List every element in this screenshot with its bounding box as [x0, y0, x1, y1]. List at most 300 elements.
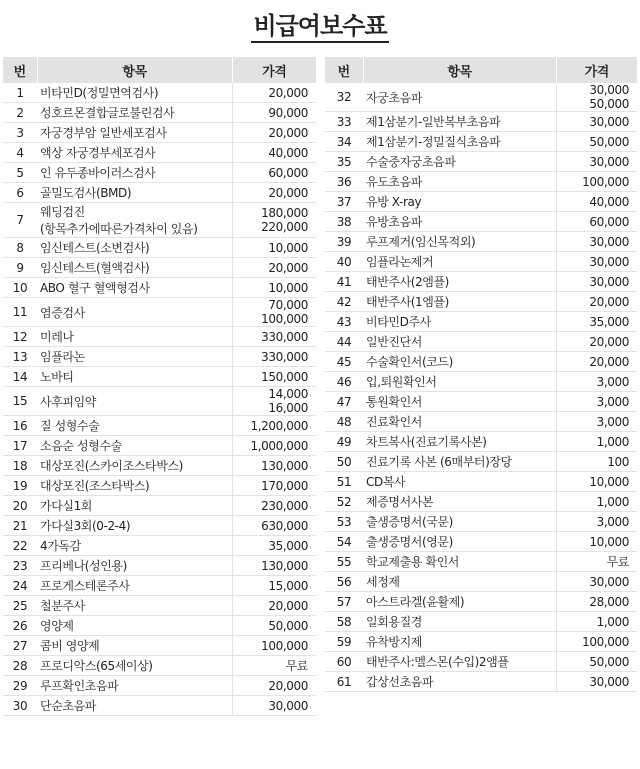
- price-line: 60,000: [589, 214, 629, 229]
- row-number: 19: [3, 476, 37, 496]
- price-cell: [232, 596, 316, 616]
- price-line: 1,000: [596, 434, 629, 449]
- item-cell: [37, 616, 232, 636]
- price-cell: [556, 332, 637, 352]
- table-row: [325, 612, 637, 632]
- item-cell: [363, 512, 556, 532]
- item-cell: [37, 103, 232, 123]
- fee-table-right: [325, 57, 637, 692]
- page-title: 비급여보수표: [251, 12, 388, 43]
- price-line: 10,000: [268, 280, 308, 295]
- table-row: [325, 352, 637, 372]
- row-number: 8: [3, 238, 37, 258]
- price-cell: [232, 556, 316, 576]
- row-number: 14: [3, 367, 37, 387]
- item-line: 비타민D(정밀면역검사): [40, 86, 159, 100]
- table-header-row: [3, 57, 316, 83]
- item-line: 웨딩검진: [40, 205, 85, 219]
- row-number: 47: [325, 392, 363, 412]
- item-cell: [37, 476, 232, 496]
- item-line: 일회용질경: [366, 615, 422, 629]
- item-cell: [363, 652, 556, 672]
- price-cell: [232, 476, 316, 496]
- table-row: [325, 472, 637, 492]
- row-number: 53: [325, 512, 363, 532]
- price-cell: [556, 352, 637, 372]
- item-cell: [363, 672, 556, 692]
- table-row: [3, 516, 316, 536]
- item-cell: [363, 392, 556, 412]
- table-row: [325, 83, 637, 112]
- item-cell: [37, 367, 232, 387]
- row-number: 46: [325, 372, 363, 392]
- price-cell: [232, 676, 316, 696]
- item-cell: [37, 576, 232, 596]
- row-number: 25: [3, 596, 37, 616]
- table-row: [3, 238, 316, 258]
- table-row: [3, 183, 316, 203]
- row-number: 35: [325, 152, 363, 172]
- price-cell: [232, 327, 316, 347]
- price-line: 220,000: [261, 220, 308, 234]
- table-row: [3, 298, 316, 327]
- row-number: 28: [3, 656, 37, 676]
- row-number: 39: [325, 232, 363, 252]
- table-row: [3, 636, 316, 656]
- table-row: [3, 496, 316, 516]
- price-line: 50,000: [268, 618, 308, 633]
- row-number: 9: [3, 258, 37, 278]
- item-line: 출생증명서(영문): [366, 535, 453, 549]
- item-line: 염증검사: [40, 305, 85, 320]
- item-cell: [363, 132, 556, 152]
- price-cell: [232, 238, 316, 258]
- row-number: 60: [325, 652, 363, 672]
- price-line: 20,000: [268, 125, 308, 140]
- price-cell: [232, 436, 316, 456]
- item-cell: [363, 312, 556, 332]
- row-number: 2: [3, 103, 37, 123]
- item-cell: [363, 452, 556, 472]
- price-line: 100,000: [261, 312, 308, 326]
- item-line: 프리베나(성인용): [40, 559, 127, 573]
- item-line: 갑상선초음파: [366, 675, 434, 689]
- price-line: 40,000: [589, 194, 629, 209]
- table-row: [325, 532, 637, 552]
- item-line: ABO 혈구 혈액형검사: [40, 281, 150, 295]
- row-number: 21: [3, 516, 37, 536]
- price-line: 50,000: [589, 134, 629, 149]
- price-line: 35,000: [589, 314, 629, 329]
- price-line: 70,000: [268, 298, 308, 312]
- row-number: 43: [325, 312, 363, 332]
- item-line: 출생증명서(국문): [366, 515, 453, 529]
- price-cell: [232, 496, 316, 516]
- price-line: 3,000: [596, 374, 629, 389]
- price-cell: [556, 452, 637, 472]
- price-line: 130,000: [261, 458, 308, 473]
- row-number: 4: [3, 143, 37, 163]
- table-row: [325, 372, 637, 392]
- item-cell: [363, 412, 556, 432]
- item-line: 유도초음파: [366, 175, 422, 189]
- item-line: 4가독감: [40, 539, 81, 553]
- item-line: 단순초음파: [40, 699, 96, 713]
- item-cell: [363, 632, 556, 652]
- row-number: 44: [325, 332, 363, 352]
- row-number: 32: [325, 83, 363, 112]
- table-row: [3, 367, 316, 387]
- table-row: [325, 212, 637, 232]
- item-cell: [37, 163, 232, 183]
- price-cell: [232, 616, 316, 636]
- table-row: [3, 258, 316, 278]
- price-cell: [556, 372, 637, 392]
- price-cell: [232, 416, 316, 436]
- item-line: 임신테스트(소변검사): [40, 241, 150, 255]
- table-row: [325, 132, 637, 152]
- price-line: 50,000: [589, 654, 629, 669]
- table-row: [325, 252, 637, 272]
- header-item: 항목: [37, 57, 232, 83]
- item-line: 통원확인서: [366, 395, 422, 409]
- item-cell: [37, 496, 232, 516]
- item-line: 비타민D주사: [366, 315, 431, 329]
- price-line: 15,000: [268, 578, 308, 593]
- item-cell: [363, 152, 556, 172]
- price-cell: [556, 192, 637, 212]
- price-line: 무료: [285, 659, 308, 673]
- price-cell: [556, 552, 637, 572]
- item-line: 제1삼분기-일반복부초음파: [366, 115, 501, 129]
- row-number: 33: [325, 112, 363, 132]
- table-row: [3, 556, 316, 576]
- item-cell: [37, 456, 232, 476]
- item-line: 루프제거(임신목적외): [366, 235, 476, 249]
- row-number: 5: [3, 163, 37, 183]
- item-line: 자궁초음파: [366, 90, 422, 105]
- item-line: 유방 X-ray: [366, 195, 422, 209]
- row-number: 11: [3, 298, 37, 327]
- row-number: 40: [325, 252, 363, 272]
- price-line: 20,000: [268, 598, 308, 613]
- item-line: 제증명서사본: [366, 495, 434, 509]
- price-line: 40,000: [268, 145, 308, 160]
- table-row: [325, 312, 637, 332]
- item-line: 세정제: [366, 575, 400, 589]
- item-cell: [37, 203, 232, 238]
- price-cell: [556, 572, 637, 592]
- item-line: 임플라논제거: [366, 255, 434, 269]
- price-line: 20,000: [268, 185, 308, 200]
- price-cell: [556, 112, 637, 132]
- item-cell: [37, 676, 232, 696]
- price-line: 16,000: [268, 401, 308, 415]
- item-cell: [37, 516, 232, 536]
- table-row: [3, 476, 316, 496]
- row-number: 49: [325, 432, 363, 452]
- price-cell: [232, 203, 316, 238]
- item-cell: [37, 416, 232, 436]
- table-row: [325, 232, 637, 252]
- header-item: 항목: [363, 57, 556, 83]
- table-row: [325, 652, 637, 672]
- table-body: [3, 83, 316, 716]
- price-cell: [556, 392, 637, 412]
- row-number: 27: [3, 636, 37, 656]
- table-row: [3, 436, 316, 456]
- price-line: 20,000: [268, 85, 308, 100]
- price-cell: [556, 412, 637, 432]
- price-cell: [232, 576, 316, 596]
- row-number: 59: [325, 632, 363, 652]
- row-number: 23: [3, 556, 37, 576]
- table-row: [3, 387, 316, 416]
- price-line: 30,000: [589, 154, 629, 169]
- item-line: 일반진단서: [366, 335, 422, 349]
- table-body: [325, 83, 637, 692]
- price-cell: [556, 672, 637, 692]
- row-number: 24: [3, 576, 37, 596]
- price-line: 3,000: [596, 394, 629, 409]
- item-line: 수술중자궁초음파: [366, 155, 456, 169]
- price-cell: [232, 656, 316, 676]
- price-line: 10,000: [589, 474, 629, 489]
- price-cell: [232, 183, 316, 203]
- item-cell: [363, 472, 556, 492]
- row-number: 7: [3, 203, 37, 238]
- price-cell: [556, 312, 637, 332]
- item-cell: [363, 592, 556, 612]
- item-line: 유착방지제: [366, 635, 422, 649]
- table-row: [3, 143, 316, 163]
- item-line: 대상포진(스카이조스타박스): [40, 459, 183, 473]
- row-number: 13: [3, 347, 37, 367]
- table-row: [3, 576, 316, 596]
- price-cell: [556, 492, 637, 512]
- price-line: 1,000: [596, 614, 629, 629]
- item-cell: [363, 172, 556, 192]
- row-number: 38: [325, 212, 363, 232]
- item-line: 수술확인서(코드): [366, 355, 453, 369]
- row-number: 29: [3, 676, 37, 696]
- item-line: 입,퇴원확인서: [366, 375, 437, 389]
- price-line: 20,000: [268, 678, 308, 693]
- price-cell: [556, 612, 637, 632]
- price-line: 230,000: [261, 498, 308, 513]
- row-number: 42: [325, 292, 363, 312]
- title-wrap: [0, 12, 640, 43]
- table-row: [3, 123, 316, 143]
- item-cell: [363, 492, 556, 512]
- price-line: 90,000: [268, 105, 308, 120]
- item-line: 루프확인초음파: [40, 679, 119, 693]
- price-cell: [556, 83, 637, 112]
- table-row: [3, 616, 316, 636]
- price-line: 150,000: [261, 369, 308, 384]
- table-row: [325, 152, 637, 172]
- fee-table-left: [3, 57, 316, 716]
- row-number: 10: [3, 278, 37, 298]
- item-line: (항목추가에따른가격차이 있음): [40, 222, 198, 236]
- header-price: 가격: [556, 57, 637, 83]
- header-price: 가격: [232, 57, 316, 83]
- table-row: [3, 676, 316, 696]
- price-cell: [232, 83, 316, 103]
- item-cell: [363, 232, 556, 252]
- item-line: 소음순 성형수술: [40, 439, 122, 453]
- item-cell: [37, 387, 232, 416]
- price-cell: [232, 123, 316, 143]
- item-cell: [363, 552, 556, 572]
- price-cell: [556, 592, 637, 612]
- price-line: 100: [607, 454, 629, 469]
- item-cell: [37, 636, 232, 656]
- row-number: 57: [325, 592, 363, 612]
- item-line: 학교제출용 확인서: [366, 555, 459, 569]
- price-cell: [556, 272, 637, 292]
- price-cell: [556, 472, 637, 492]
- price-line: 100,000: [582, 174, 629, 189]
- item-cell: [37, 83, 232, 103]
- item-cell: [37, 258, 232, 278]
- price-line: 60,000: [268, 165, 308, 180]
- item-line: 액상 자궁경부세포검사: [40, 146, 156, 160]
- price-line: 1,200,000: [250, 418, 308, 433]
- price-line: 14,000: [268, 387, 308, 401]
- item-cell: [363, 352, 556, 372]
- price-line: 20,000: [268, 260, 308, 275]
- item-cell: [363, 332, 556, 352]
- item-cell: [37, 238, 232, 258]
- item-cell: [37, 696, 232, 716]
- row-number: 12: [3, 327, 37, 347]
- price-line: 30,000: [589, 574, 629, 589]
- row-number: 17: [3, 436, 37, 456]
- price-cell: [232, 516, 316, 536]
- item-cell: [363, 272, 556, 292]
- price-cell: [556, 232, 637, 252]
- price-cell: [556, 532, 637, 552]
- table-row: [325, 332, 637, 352]
- price-line: 3,000: [596, 514, 629, 529]
- item-line: 태반주사(2엠플): [366, 275, 449, 289]
- row-number: 20: [3, 496, 37, 516]
- table-row: [3, 696, 316, 716]
- table-row: [3, 656, 316, 676]
- price-line: 30,000: [589, 114, 629, 129]
- item-line: 철분주사: [40, 599, 85, 613]
- table-row: [325, 272, 637, 292]
- price-cell: [232, 278, 316, 298]
- price-line: 30,000: [589, 234, 629, 249]
- row-number: 6: [3, 183, 37, 203]
- price-cell: [556, 252, 637, 272]
- item-line: 질 성형수술: [40, 419, 100, 433]
- table-row: [325, 572, 637, 592]
- item-cell: [37, 143, 232, 163]
- item-cell: [37, 436, 232, 456]
- table-row: [3, 203, 316, 238]
- price-cell: [556, 632, 637, 652]
- item-line: 성호르몬결합글로불린검사: [40, 106, 175, 120]
- table-row: [325, 552, 637, 572]
- price-cell: [556, 212, 637, 232]
- row-number: 56: [325, 572, 363, 592]
- item-line: CD복사: [366, 475, 406, 489]
- item-cell: [37, 596, 232, 616]
- item-line: 프로게스테론주사: [40, 579, 130, 593]
- price-cell: [556, 512, 637, 532]
- table-row: [325, 112, 637, 132]
- price-cell: [556, 172, 637, 192]
- row-number: 54: [325, 532, 363, 552]
- price-cell: [232, 536, 316, 556]
- row-number: 50: [325, 452, 363, 472]
- item-line: 아스트라겔(윤활제): [366, 595, 465, 609]
- item-line: 자궁경부암 일반세포검사: [40, 126, 167, 140]
- price-line: 130,000: [261, 558, 308, 573]
- header-no: 번: [3, 57, 37, 83]
- item-line: 태반주사(1엠플): [366, 295, 449, 309]
- header-no: 번: [325, 57, 363, 83]
- item-line: 콤비 영양제: [40, 639, 100, 653]
- item-line: 미레나: [40, 330, 74, 344]
- item-cell: [363, 612, 556, 632]
- item-line: 노바티: [40, 370, 74, 384]
- price-line: 30,000: [589, 274, 629, 289]
- row-number: 52: [325, 492, 363, 512]
- price-cell: [232, 696, 316, 716]
- table-row: [325, 432, 637, 452]
- table-row: [325, 192, 637, 212]
- item-line: 진료확인서: [366, 415, 422, 429]
- price-cell: [232, 103, 316, 123]
- price-line: 20,000: [589, 294, 629, 309]
- table-row: [325, 452, 637, 472]
- price-line: 10,000: [589, 534, 629, 549]
- table-row: [325, 512, 637, 532]
- row-number: 55: [325, 552, 363, 572]
- table-row: [325, 492, 637, 512]
- table-row: [3, 596, 316, 616]
- table-row: [3, 536, 316, 556]
- row-number: 41: [325, 272, 363, 292]
- item-line: 차트복사(진료기록사본): [366, 435, 487, 449]
- price-cell: [232, 347, 316, 367]
- row-number: 58: [325, 612, 363, 632]
- item-cell: [363, 292, 556, 312]
- item-cell: [363, 532, 556, 552]
- price-line: 170,000: [261, 478, 308, 493]
- row-number: 37: [325, 192, 363, 212]
- table-row: [3, 83, 316, 103]
- price-line: 10,000: [268, 240, 308, 255]
- item-line: 프로디악스(65세이상): [40, 659, 153, 673]
- table-row: [3, 103, 316, 123]
- item-cell: [363, 372, 556, 392]
- price-line: 330,000: [261, 329, 308, 344]
- price-line: 100,000: [582, 634, 629, 649]
- price-line: 20,000: [589, 334, 629, 349]
- item-line: 유방초음파: [366, 215, 422, 229]
- item-line: 가다실1회: [40, 499, 93, 513]
- item-cell: [37, 536, 232, 556]
- item-cell: [37, 123, 232, 143]
- item-line: 태반주사:멜스몬(수입)2앰플: [366, 655, 509, 669]
- price-line: 1,000,000: [250, 438, 308, 453]
- item-cell: [363, 112, 556, 132]
